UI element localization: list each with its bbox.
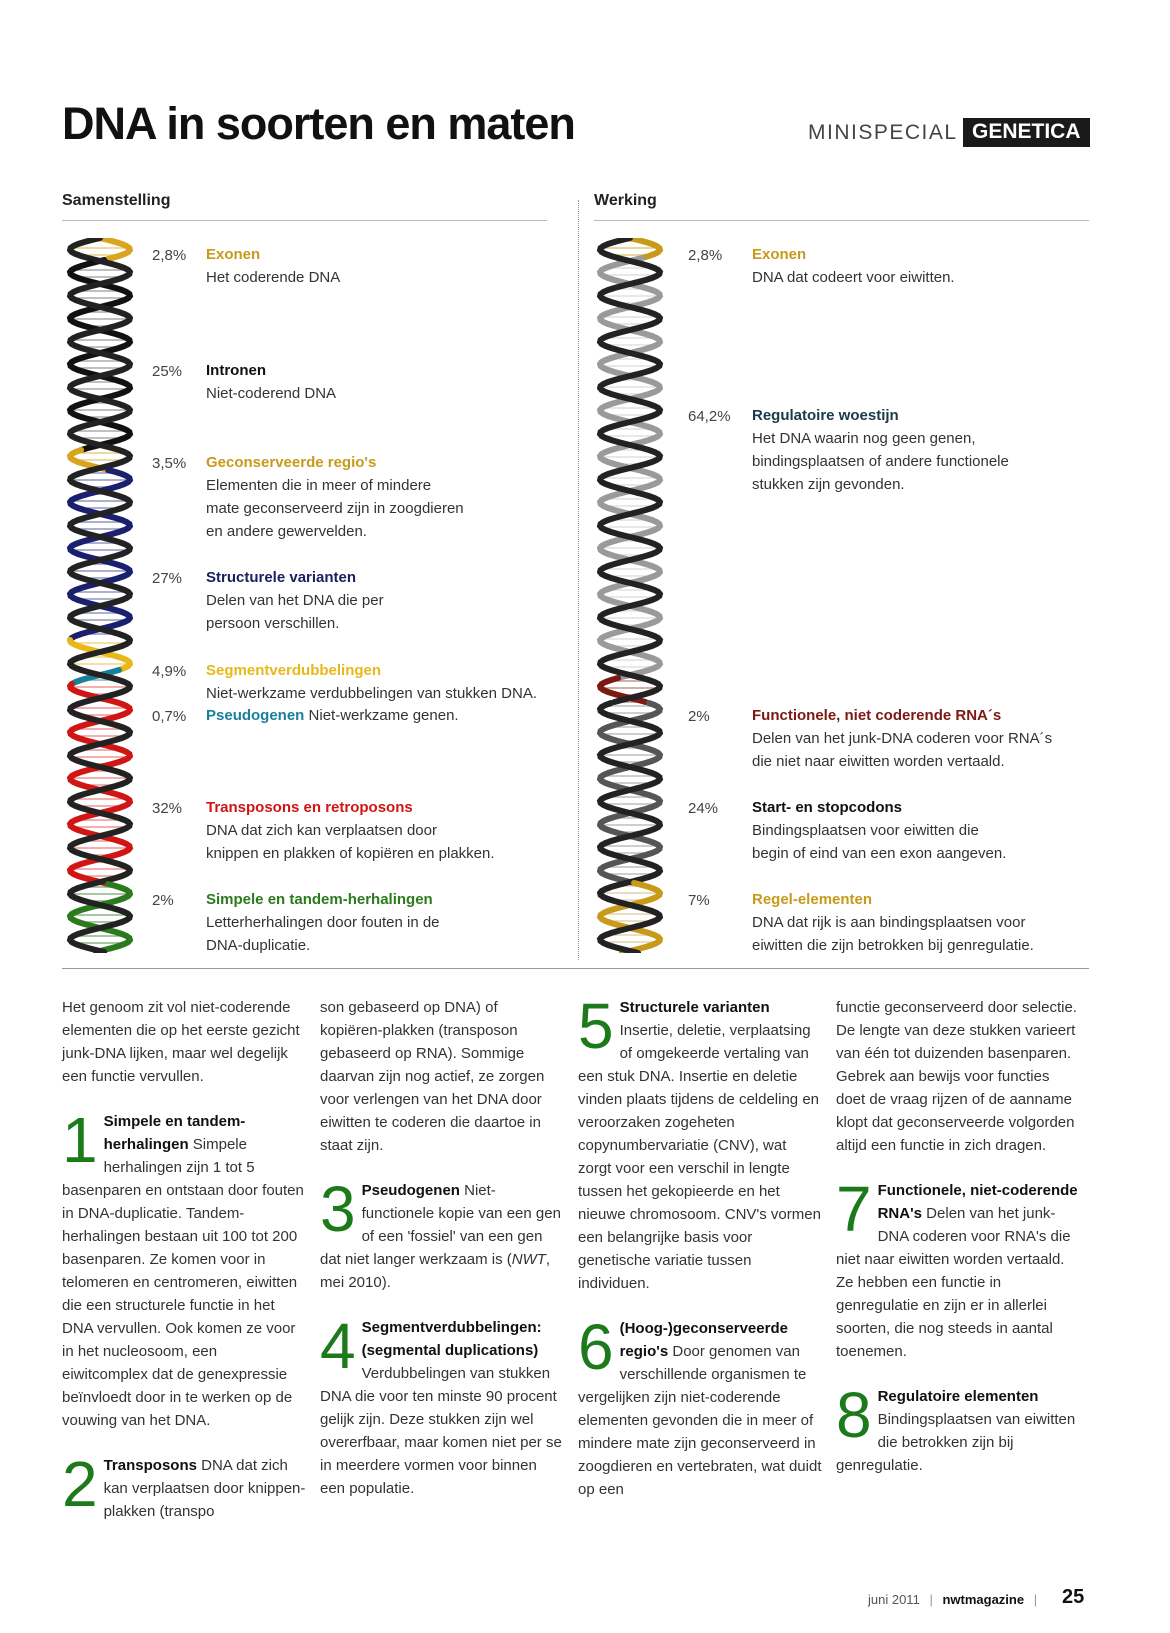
- category-badge: GENETICA: [963, 118, 1090, 147]
- label-heading: Regulatoire woestijn: [752, 407, 899, 424]
- left-label-segment: [206, 659, 537, 705]
- right-panel-rule: [594, 220, 1089, 221]
- footer-separator: |: [929, 1592, 933, 1607]
- page-footer: [868, 1586, 1085, 1608]
- left-pct-geconserveerd: 3,5%: [152, 455, 187, 472]
- label-heading: Functionele, niet coderende RNA´s: [752, 707, 1002, 724]
- right-pct-regel: 7%: [688, 892, 710, 909]
- label-desc: Niet-coderend DNA: [206, 385, 337, 402]
- article-column-3: [578, 990, 822, 1523]
- label-desc: knippen en plakken of kopiëren en plakken.: [206, 845, 495, 862]
- label-desc: Het DNA waarin nog geen genen,: [752, 430, 976, 447]
- section-text: Insertie, deletie, verplaatsing of omgekeerde vertaling van een stuk DNA. Insertie en deletie vinden plaats tijdens de celdeling en veroorzaken zogeheten copynumbervariatie (CNV), wat zorgt voor een verschil in lengte tussen het gekopieerde en het nieuwe chromosoom. CNV's vormen een belangrijke basis voor genetische variatie tussen individuen.: [578, 1022, 821, 1292]
- label-desc: en andere gewervelden.: [206, 523, 367, 540]
- section-number: 2: [62, 1448, 98, 1520]
- panel-divider: [578, 200, 579, 960]
- section-text: DNA dat zich kan verplaatsen door knippen-plakken (transpo: [103, 1457, 306, 1520]
- label-heading: Exonen: [206, 246, 261, 263]
- section-number: 8: [836, 1379, 872, 1451]
- article-section-1: [62, 1104, 306, 1432]
- section-heading: Segmentverdubbelingen: (segmental duplications): [361, 1319, 542, 1359]
- article-s6-continued: functie geconserveerd door selectie. De lengte van deze stukken varieert van één tot duizenden basenparen. Gebrek aan bewijs voor functies doet de vraag rijzen of de aanname klopt dat geconserveerde volgorden altijd een functie in zich dragen.: [836, 999, 1077, 1154]
- right-pct-woestijn: 64,2%: [688, 408, 731, 425]
- label-desc: DNA dat zich kan verplaatsen door: [206, 822, 437, 839]
- section-text-after: , mei 2010).: [320, 1251, 551, 1291]
- right-label-regel: [752, 888, 1034, 957]
- label-desc: Delen van het DNA die per: [206, 592, 384, 609]
- article-column-2: [320, 996, 564, 1522]
- left-label-geconserveerd: [206, 451, 464, 543]
- section-number: 5: [578, 990, 614, 1062]
- label-heading: Structurele varianten: [206, 569, 357, 586]
- section-number: 4: [320, 1310, 356, 1382]
- dna-helix-function-image: [588, 238, 672, 953]
- article-section-2: [62, 1448, 306, 1523]
- label-desc: die niet naar eiwitten worden vertaald.: [752, 753, 1005, 770]
- section-text-emphasis: NWT: [511, 1251, 546, 1268]
- label-desc: Niet-werkzame verdubbelingen van stukken DNA.: [206, 685, 537, 702]
- label-desc: bindingsplaatsen of andere functionele: [752, 453, 1009, 470]
- section-heading: Functionele, niet-coderende RNA's: [877, 1182, 1078, 1222]
- left-label-structureel: [206, 566, 384, 635]
- left-panel-heading: Samenstelling: [62, 192, 171, 209]
- section-heading: Regulatoire elementen: [877, 1388, 1039, 1405]
- article-section-5: [578, 990, 822, 1295]
- right-label-woestijn: [752, 404, 1009, 496]
- article-section-6: [578, 1311, 822, 1501]
- right-pct-rna: 2%: [688, 708, 710, 725]
- left-label-intronen: [206, 359, 336, 405]
- issue-date: juni 2011: [868, 1592, 920, 1607]
- page-number: 25: [1062, 1586, 1085, 1608]
- left-pct-segment: 4,9%: [152, 663, 187, 680]
- article-section-4: [320, 1310, 564, 1500]
- right-panel-heading: Werking: [594, 192, 657, 209]
- left-label-transposons: [206, 796, 495, 865]
- label-desc: persoon verschillen.: [206, 615, 340, 632]
- label-heading: Geconserveerde regio's: [206, 454, 377, 471]
- article-section-7: [836, 1173, 1080, 1363]
- label-desc: DNA dat codeert voor eiwitten.: [752, 269, 955, 286]
- left-label-simpele: [206, 888, 440, 957]
- section-text: Verdubbelingen van stukken DNA die voor ten minste 90 procent gelijk zijn. Deze stukken zijn wel overerfbaar, maar komen niet per se in meerdere vormen voor binnen een populatie.: [320, 1365, 562, 1497]
- section-text: Bindingsplaatsen van eiwitten die betrokken zijn bij genregulatie.: [836, 1411, 1076, 1474]
- label-heading: Exonen: [752, 246, 807, 263]
- label-desc: Delen van het junk-DNA coderen voor RNA´s: [752, 730, 1053, 747]
- label-heading: Start- en stopcodons: [752, 799, 903, 816]
- label-desc: mate geconserveerd zijn in zoogdieren: [206, 500, 464, 517]
- label-heading: Pseudogenen: [206, 707, 305, 724]
- section-heading: Simpele en tandem-herhalingen: [103, 1113, 246, 1153]
- dna-helix-composition-image: [58, 238, 142, 953]
- section-heading: Transposons: [103, 1457, 197, 1474]
- label-heading: Transposons en retroposons: [206, 799, 413, 816]
- label-desc: eiwitten die zijn betrokken bij genregulatie.: [752, 937, 1034, 954]
- label-heading: Simpele en tandem-herhalingen: [206, 891, 433, 908]
- magazine-name: nwtmagazine: [942, 1592, 1025, 1607]
- article-column-1: [62, 996, 306, 1545]
- section-number: 3: [320, 1173, 356, 1245]
- label-desc: Niet-werkzame genen.: [308, 707, 459, 724]
- minispecial-label: MINISPECIAL: [808, 121, 958, 144]
- label-desc: begin of eind van een exon aangeven.: [752, 845, 1007, 862]
- label-desc: stukken zijn gevonden.: [752, 476, 905, 493]
- bottom-rule: [62, 968, 1089, 969]
- left-pct-exonen: 2,8%: [152, 247, 187, 264]
- page-title: DNA in soorten en maten: [62, 98, 575, 149]
- article-section-8: [836, 1379, 1080, 1477]
- label-desc: Elementen die in meer of mindere: [206, 477, 432, 494]
- article-intro: Het genoom zit vol niet-coderende elementen die op het eerste gezicht junk-DNA lijken, maar wel degelijk een functie vervullen.: [62, 999, 300, 1085]
- left-label-exonen: [206, 243, 340, 289]
- left-pct-simpele: 2%: [152, 892, 174, 909]
- label-heading: Segmentverdubbelingen: [206, 662, 382, 679]
- footer-separator-2: |: [1033, 1592, 1038, 1607]
- left-label-pseudogenen: [206, 704, 459, 727]
- section-heading: (Hoog-)geconserveerde regio's: [619, 1320, 788, 1360]
- left-pct-structureel: 27%: [152, 570, 183, 587]
- article-s2-continued: son gebaseerd op DNA) of kopiëren-plakken (transposon gebaseerd op RNA). Sommige daarvan zijn nog actief, ze zorgen voor verlengen van het DNA door eiwitten te coderen die daartoe in staat zijn.: [320, 999, 545, 1154]
- label-heading: Regel-elementen: [752, 891, 873, 908]
- section-text: Door genomen van verschillende organismen te vergelijken zijn niet-coderende elementen gevonden die in meer of mindere mate zijn geconserveerd in zoogdieren en vertebraten, wat duidt op een: [578, 1343, 822, 1498]
- article-column-4: [836, 996, 1080, 1499]
- label-desc: Het coderende DNA: [206, 269, 341, 286]
- right-pct-exonen: 2,8%: [688, 247, 723, 264]
- section-heading: Pseudogenen: [361, 1182, 460, 1199]
- label-desc: DNA-duplicatie.: [206, 937, 311, 954]
- right-pct-codons: 24%: [688, 800, 719, 817]
- right-label-rna: [752, 704, 1052, 773]
- section-number: 7: [836, 1173, 872, 1245]
- right-label-codons: [752, 796, 1006, 865]
- label-desc: DNA dat rijk is aan bindingsplaatsen voor: [752, 914, 1026, 931]
- label-desc: Letterherhalingen door fouten in de: [206, 914, 440, 931]
- section-text: Simpele herhalingen zijn 1 tot 5 basenparen en ontstaan door fouten in DNA-duplicatie. Tandem-herhalingen bestaan uit 100 tot 200 basenparen. Ze komen voor in telomeren en centromeren, eiwitten die een structurele functie in het DNA vervullen. Ook komen ze voor in het nucleosoom, een eiwitcomplex dat de genexpressie beïnvloedt door in te werken op de vouwing van het DNA.: [62, 1136, 304, 1429]
- left-pct-pseudogenen: 0,7%: [152, 708, 187, 725]
- label-heading: Intronen: [206, 362, 266, 379]
- label-desc: Bindingsplaatsen voor eiwitten die: [752, 822, 979, 839]
- section-text: Niet-functionele kopie van een gen of een 'fossiel' van een gen dat niet langer werkzaam is (: [320, 1182, 561, 1268]
- left-pct-transposons: 32%: [152, 800, 183, 817]
- left-panel-rule: [62, 220, 547, 221]
- left-pct-intronen: 25%: [152, 363, 183, 380]
- section-heading: Structurele varianten: [619, 999, 770, 1016]
- section-number: 1: [62, 1104, 98, 1176]
- section-number: 6: [578, 1311, 614, 1383]
- right-label-exonen: [752, 243, 955, 289]
- article-section-3: [320, 1173, 564, 1294]
- section-text: Delen van het junk-DNA coderen voor RNA's die niet naar eiwitten worden vertaald. Ze hebben een functie in genregulatie en zijn er in allerlei soorten, die nog steeds in aantal toenemen.: [836, 1205, 1071, 1360]
